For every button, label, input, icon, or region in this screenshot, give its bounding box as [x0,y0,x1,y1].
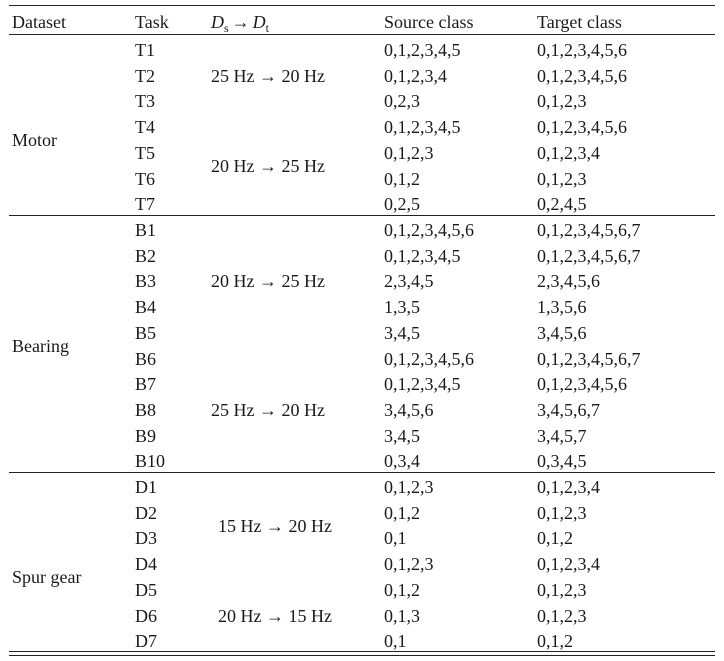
source-class: 3,4,5,6 [384,399,434,420]
target-class: 0,1,2,3,4,5,6 [537,117,627,138]
source-class: 0,1,2 [384,502,420,523]
source-class: 0,1,2,3,4,5 [384,374,461,395]
target-class: 0,1,2,3,4 [537,554,600,575]
domain-shift-label: 25 Hz → 20 Hz [211,399,325,420]
dataset-name: Motor [12,129,57,150]
source-class: 1,3,5 [384,297,420,318]
task-id: D6 [135,605,157,626]
header-domain-shift [211,10,269,35]
top-rule [9,5,715,6]
source-class: 0,1,2,3 [384,554,434,575]
target-class: 0,1,2,3,4,5,6 [537,40,627,60]
source-class: 0,3,4 [384,451,420,472]
target-class: 0,1,2,3 [537,168,587,189]
target-class: 0,1,2,3,4 [537,142,600,163]
task-id: T5 [135,142,155,163]
task-id: B1 [135,220,157,240]
task-id: T4 [135,117,155,138]
source-class: 0,1,2,3 [384,142,434,163]
target-class: 0,1,2,3,4,5,6 [537,374,627,395]
task-id: B7 [135,374,157,395]
task-id: D2 [135,502,157,523]
target-class: 0,1,2,3 [537,579,587,600]
task-id: B9 [135,425,157,446]
source-class: 3,4,5 [384,425,420,446]
target-class: 1,3,5,6 [537,297,587,318]
task-id: B5 [135,322,157,343]
task-id: T7 [135,194,155,215]
target-class: 3,4,5,6 [537,322,587,343]
target-class: 3,4,5,7 [537,425,587,446]
header-ds-letter: D [211,12,224,32]
source-class: 0,1,2,3,4,5 [384,245,461,266]
bearing-gear-rule [9,472,715,473]
target-class: 0,1,2 [537,528,573,549]
task-id: T6 [135,168,155,189]
source-class: 0,1,2,3,4,5 [384,40,461,60]
task-id: B3 [135,271,157,292]
header-dataset: Dataset [12,12,66,32]
source-class: 0,1,3 [384,605,420,626]
task-id: T3 [135,91,155,112]
motor-bearing-rule [9,215,715,216]
domain-shift-label: 15 Hz → 20 Hz [218,515,332,536]
task-id: D4 [135,554,157,575]
source-class: 0,1 [384,528,407,549]
domain-shift-label: 20 Hz → 15 Hz [218,605,332,626]
header-task: Task [135,12,169,32]
target-class: 0,1,2,3,4,5,6,7 [537,220,641,240]
header-arrow: → [231,12,250,32]
target-class: 0,1,2,3,4 [537,477,600,497]
source-class: 0,1 [384,631,407,652]
target-class: 0,1,2,3,4,5,6,7 [537,348,641,369]
task-id: T1 [135,40,155,60]
task-id: D7 [135,631,157,652]
target-class: 3,4,5,6,7 [537,399,600,420]
task-id: D5 [135,579,157,600]
domain-shift-label: 25 Hz → 20 Hz [211,65,325,86]
target-class: 0,1,2,3 [537,91,587,112]
source-class: 0,2,5 [384,194,420,215]
source-class: 2,3,4,5 [384,271,434,292]
target-class: 2,3,4,5,6 [537,271,600,292]
bottom-rule-1 [9,651,715,652]
source-class: 0,1,2,3,4,5,6 [384,348,474,369]
task-id: B6 [135,348,157,369]
header-target-class: Target class [537,12,622,32]
target-class: 0,2,4,5 [537,194,587,215]
dataset-name: Bearing [12,335,69,356]
task-id: D3 [135,528,157,549]
source-class: 0,1,2,3,4 [384,65,447,86]
source-class: 0,1,2,3 [384,477,434,497]
task-id: T2 [135,65,155,86]
domain-shift-label: 20 Hz → 25 Hz [211,155,325,176]
task-id: B10 [135,451,166,472]
header-dt-letter: D [252,12,266,32]
bottom-rule-2 [9,655,715,656]
task-id: B8 [135,399,157,420]
dataset-name: Spur gear [12,566,82,587]
source-class: 0,1,2 [384,579,420,600]
header-source-class: Source class [384,12,474,32]
target-class: 0,1,2,3,4,5,6,7 [537,245,641,266]
target-class: 0,1,2,3 [537,605,587,626]
source-class: 3,4,5 [384,322,420,343]
domain-shift-label: 20 Hz → 25 Hz [211,271,325,292]
task-id: B2 [135,245,157,266]
source-class: 0,1,2,3,4,5 [384,117,461,138]
source-class: 0,1,2 [384,168,420,189]
target-class: 0,1,2 [537,631,573,652]
header-ds-sub: s [224,21,229,35]
task-id: B4 [135,297,157,318]
target-class: 0,1,2,3 [537,502,587,523]
target-class: 0,3,4,5 [537,451,587,472]
source-class: 0,1,2,3,4,5,6 [384,220,474,240]
target-class: 0,1,2,3,4,5,6 [537,65,627,86]
header-dt-sub: t [265,21,270,35]
source-class: 0,2,3 [384,91,420,112]
task-id: D1 [135,477,157,497]
